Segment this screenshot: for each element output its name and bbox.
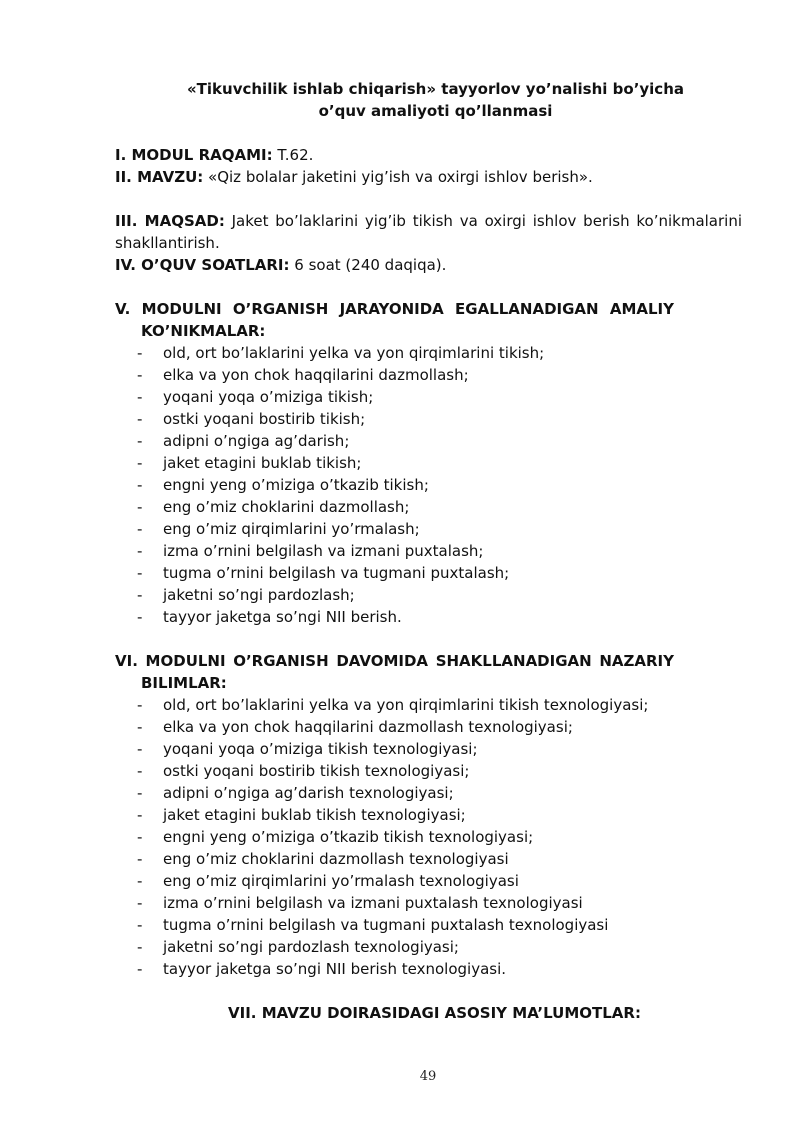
section-6-list (115, 694, 742, 980)
list-item (137, 914, 742, 936)
list-item-text: elka va yon chok haqqilarini dazmollash texnologiyasi; (163, 718, 573, 736)
list-item (137, 738, 742, 760)
list-item (137, 760, 742, 782)
list-item (137, 936, 742, 958)
document-page (115, 78, 742, 1024)
dash-bullet: - (137, 454, 143, 472)
list-item-text: yoqani yoqa o’miziga tikish texnologiyasi; (163, 740, 478, 758)
list-item-text: adipni o’ngiga ag’darish; (163, 432, 350, 450)
section-6-heading-line1: VI. MODULNI O’RGANISH DAVOMIDA SHAKLLANADIGAN NAZARIY (115, 652, 674, 670)
list-item-text: eng o’miz qirqimlarini yo’rmalash texnologiyasi (163, 872, 519, 890)
list-item-text: jaketni so’ngi pardozlash; (163, 586, 355, 604)
title-line-1: «Tikuvchilik ishlab chiqarish» tayyorlov yo’nalishi bo’yicha (186, 80, 684, 98)
section-5-heading (115, 298, 742, 342)
list-item (137, 782, 742, 804)
field-maqsad (115, 210, 742, 254)
section-6-heading (115, 650, 742, 694)
list-item (137, 518, 742, 540)
list-item (137, 540, 742, 562)
maqsad-value-line1: Jaket bo’laklarini yig’ib tikish va oxirgi ishlov berish ko’nikmalarini (224, 212, 742, 230)
list-item-text: ostki yoqani bostirib tikish; (163, 410, 366, 428)
dash-bullet: - (137, 894, 143, 912)
dash-bullet: - (137, 872, 143, 890)
list-item (137, 826, 742, 848)
list-item-text: ostki yoqani bostirib tikish texnologiyasi; (163, 762, 470, 780)
mavzu-label: II. MAVZU: (115, 168, 204, 186)
modul-value: T.62. (272, 146, 314, 164)
list-item-text: elka va yon chok haqqilarini dazmollash; (163, 366, 469, 384)
list-item (137, 606, 742, 628)
field-mavzu (115, 166, 742, 188)
list-item-text: jaket etagini buklab tikish texnologiyasi; (163, 806, 466, 824)
list-item-text: jaketni so’ngi pardozlash texnologiyasi; (163, 938, 459, 956)
list-item (137, 870, 742, 892)
list-item-text: jaket etagini buklab tikish; (163, 454, 362, 472)
list-item (137, 694, 742, 716)
dash-bullet: - (137, 476, 143, 494)
list-item-text: tugma o’rnini belgilash va tugmani puxtalash texnologiyasi (163, 916, 609, 934)
list-item (137, 342, 742, 364)
maqsad-value-line2: shakllantirish. (115, 234, 220, 252)
list-item-text: tugma o’rnini belgilash va tugmani puxtalash; (163, 564, 510, 582)
list-item (137, 716, 742, 738)
section-7-heading: VII. MAVZU DOIRASIDAGI ASOSIY MA’LUMOTLAR: (228, 1004, 641, 1022)
list-item-text: eng o’miz choklarini dazmollash; (163, 498, 410, 516)
list-item (137, 804, 742, 826)
list-item-text: izma o’rnini belgilash va izmani puxtalash texnologiyasi (163, 894, 583, 912)
list-item (137, 848, 742, 870)
section-5-list (115, 342, 742, 628)
list-item-text: adipni o’ngiga ag’darish texnologiyasi; (163, 784, 454, 802)
field-oquv-soatlari (115, 254, 742, 276)
dash-bullet: - (137, 410, 143, 428)
list-item (137, 562, 742, 584)
list-item-text: old, ort bo’laklarini yelka va yon qirqimlarini tikish texnologiyasi; (163, 696, 649, 714)
dash-bullet: - (137, 762, 143, 780)
list-item (137, 408, 742, 430)
dash-bullet: - (137, 916, 143, 934)
list-item-text: tayyor jaketga so’ngi NII berish. (163, 608, 402, 626)
dash-bullet: - (137, 520, 143, 538)
dash-bullet: - (137, 938, 143, 956)
list-item-text: eng o’miz choklarini dazmollash texnologiyasi (163, 850, 509, 868)
list-item (137, 474, 742, 496)
modul-label: I. MODUL RAQAMI: (115, 146, 273, 164)
dash-bullet: - (137, 542, 143, 560)
dash-bullet: - (137, 850, 143, 868)
list-item-text: tayyor jaketga so’ngi NII berish texnologiyasi. (163, 960, 507, 978)
list-item-text: izma o’rnini belgilash va izmani puxtalash; (163, 542, 484, 560)
list-item-text: engni yeng o’miziga o’tkazib tikish texnologiyasi; (163, 828, 534, 846)
dash-bullet: - (137, 806, 143, 824)
soat-value: 6 soat (240 daqiqa). (289, 256, 447, 274)
list-item-text: eng o’miz qirqimlarini yo’rmalash; (163, 520, 420, 538)
list-item (137, 430, 742, 452)
list-item-text: old, ort bo’laklarini yelka va yon qirqimlarini tikish; (163, 344, 545, 362)
list-item (137, 364, 742, 386)
dash-bullet: - (137, 564, 143, 582)
list-item-text: yoqani yoqa o’miziga tikish; (163, 388, 374, 406)
list-item (137, 386, 742, 408)
dash-bullet: - (137, 718, 143, 736)
title-line-2: o’quv amaliyoti qo’llanmasi (318, 102, 553, 120)
section-6-heading-line2: BILIMLAR: (141, 674, 227, 692)
dash-bullet: - (137, 388, 143, 406)
dash-bullet: - (137, 696, 143, 714)
list-item (137, 584, 742, 606)
page-number: 49 (419, 1069, 437, 1084)
section-5-heading-line2: KO’NIKMALAR: (141, 322, 266, 340)
dash-bullet: - (137, 784, 143, 802)
dash-bullet: - (137, 586, 143, 604)
section-5-heading-line1: V. MODULNI O’RGANISH JARAYONIDA EGALLANADIGAN AMALIY (115, 300, 674, 318)
dash-bullet: - (137, 498, 143, 516)
list-item-text: engni yeng o’miziga o’tkazib tikish; (163, 476, 429, 494)
soat-label: IV. O’QUV SOATLARI: (115, 256, 290, 274)
dash-bullet: - (137, 366, 143, 384)
dash-bullet: - (137, 344, 143, 362)
dash-bullet: - (137, 740, 143, 758)
list-item (137, 496, 742, 518)
dash-bullet: - (137, 432, 143, 450)
dash-bullet: - (137, 828, 143, 846)
field-modul-raqami (115, 144, 742, 166)
list-item (137, 892, 742, 914)
dash-bullet: - (137, 608, 143, 626)
mavzu-value: «Qiz bolalar jaketini yig’ish va oxirgi ishlov berish». (203, 168, 593, 186)
list-item (137, 958, 742, 980)
dash-bullet: - (137, 960, 143, 978)
document-title (115, 78, 742, 122)
list-item (137, 452, 742, 474)
maqsad-label: III. MAQSAD: (115, 212, 225, 230)
